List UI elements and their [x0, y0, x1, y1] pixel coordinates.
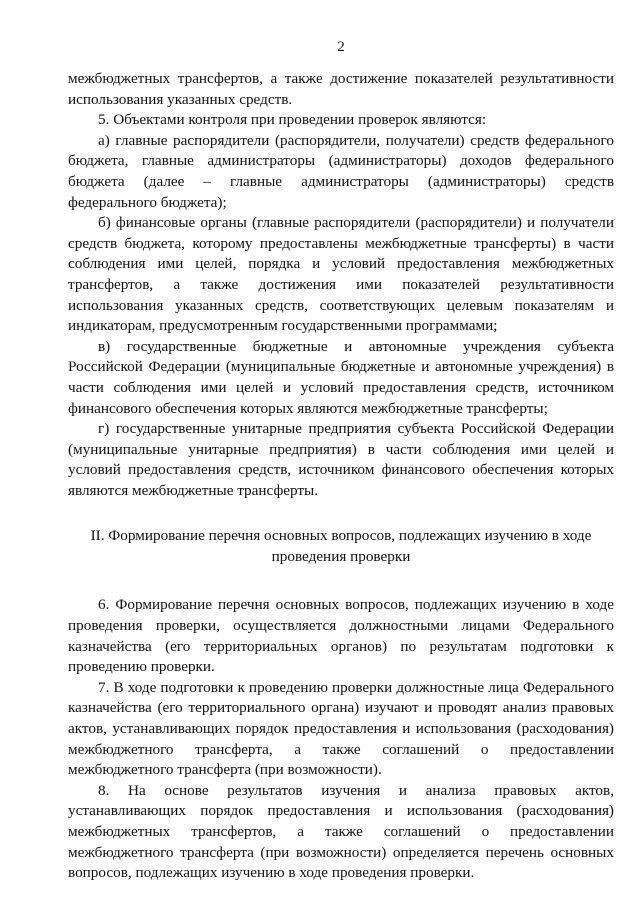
section-heading-line-1: II. Формирование перечня основных вопросов, подлежащих изучению в ходе [90, 527, 592, 545]
paragraph-item-5g: г) государственные унитарные предприятия субъекта Российской Федерации (муниципальные унитарные предприятия) в части соблюдения ими целей и условий предоставления средств, источником финансового обеспечения которых являются межбюджетные трансферты. [68, 420, 614, 499]
paragraph-item-6: 6. Формирование перечня основных вопросов, подлежащих изучению в ходе проведения проверки, осуществляется должностными лицами Федерального казначейства (его территориальных органов) по результатам подготовки к проведению проверки. [68, 596, 614, 676]
paragraph-item-5: 5. Объектами контроля при проведении проверок являются: [98, 111, 487, 129]
paragraph-item-8: 8. На основе результатов изучения и анализа правовых актов, устанавливающих порядок предоставления и использования (расходования) межбюджетных трансфертов, а также соглашений о предоставлении межбюджетного трансферта (при возможности) определяется перечень основных вопросов, подлежащих изучению в ходе проведения проверки. [68, 781, 614, 882]
paragraph-item-5b: б) финансовые органы (главные распорядители (распорядители) и получатели средств бюджета, которому предоставлены межбюджетные трансферты) в части соблюдения ими целей, порядка и условий предоставления межбюджетных трансфертов, а также достижения ими показателей результативности использования указанных средств, соответствующих целевым показателям и индикаторам, предусмотренным государственными программами; [68, 214, 614, 335]
paragraph-item-7: 7. В ходе подготовки к проведению проверки должностные лица Федерального казначейства (его территориального органа) изучают и проводят анализ правовых актов, устанавливающих порядок предоставления и использования (расходования) межбюджетного трансферта, а также соглашений о предоставлении межбюджетного трансферта (при возможности). [68, 678, 614, 779]
page-number: 2 [337, 39, 345, 55]
paragraph-item-5a: а) главные распорядители (распорядители, получатели) средств федерального бюджета, главные администраторы (администраторы) доходов федерального бюджета (далее – главные администраторы (администраторы) средств федерального бюджета); [68, 131, 614, 211]
paragraph-continuation: межбюджетных трансфертов, а также достижение показателей результативности использования указанных средств. [68, 70, 614, 108]
paragraph-item-5v: в) государственные бюджетные и автономные учреждения субъекта Российской Федерации (муниципальные бюджетные и автономные учреждения) в части соблюдения ими целей и условий предоставления средств, источником финансового обеспечения которых являются межбюджетные трансферты; [68, 337, 614, 417]
section-heading-line-2: проведения проверки [271, 548, 411, 566]
section-heading [68, 525, 614, 567]
